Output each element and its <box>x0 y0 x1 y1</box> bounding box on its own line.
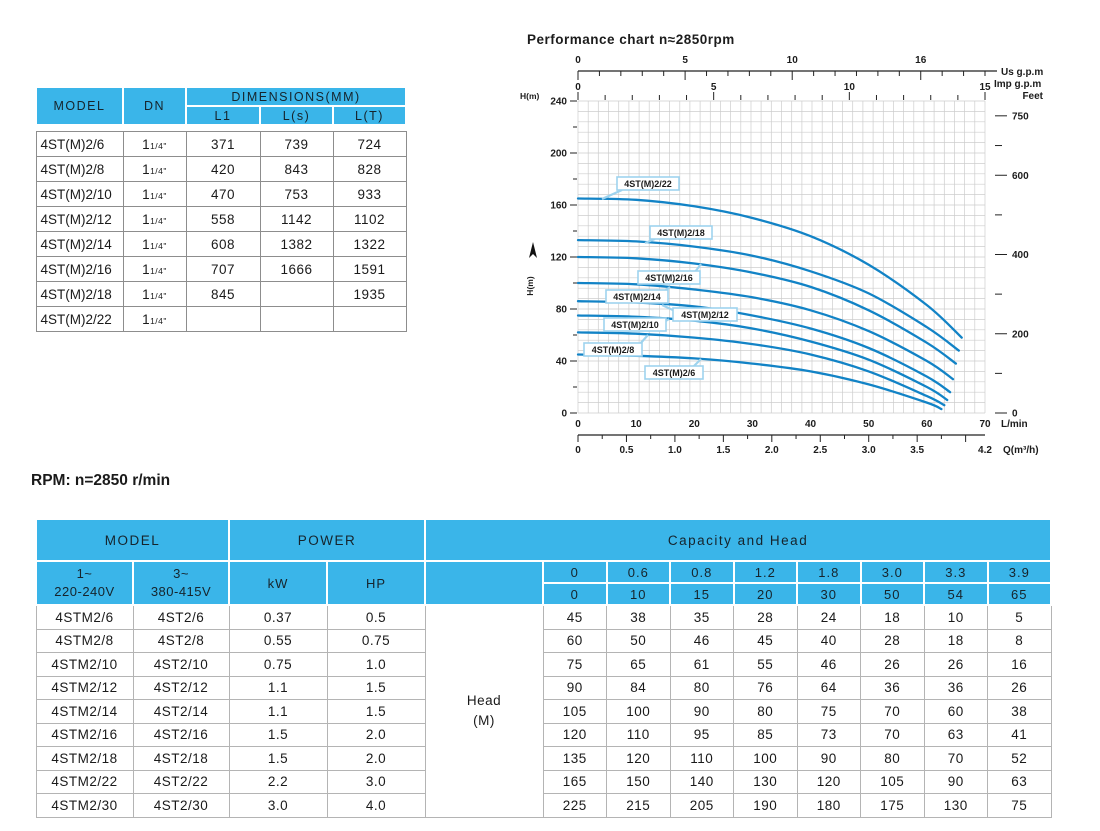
head-value-cell: 175 <box>861 794 925 818</box>
curve-label-text: 4ST(M)2/6 <box>652 368 696 378</box>
head-value-cell: 10 <box>924 605 988 629</box>
model-cell: 4ST(M)2/22 <box>36 307 123 332</box>
col-header-ls: L(s) <box>260 106 333 125</box>
spec-row <box>36 770 1051 794</box>
head-value-cell: 100 <box>607 700 671 724</box>
l1-cell <box>186 307 260 332</box>
capacity-m3h-cell: 3.0 <box>861 561 925 583</box>
us-gpm-tick-label: 16 <box>915 55 927 66</box>
dn-fraction: 1/4" <box>150 215 167 226</box>
head-value-cell: 65 <box>607 653 671 677</box>
dn-fraction: 1/4" <box>150 240 167 251</box>
head-value-cell: 205 <box>670 794 734 818</box>
spec-header-power: POWER <box>229 519 425 561</box>
l1-cell: 420 <box>186 157 260 182</box>
head-value-cell: 140 <box>670 770 734 794</box>
dn-cell: 11/4" <box>123 157 186 182</box>
head-value-cell: 120 <box>607 747 671 771</box>
spec-row <box>36 653 1051 677</box>
model-3ph-cell: 4ST2/12 <box>133 676 229 700</box>
h-m-tick-label: 80 <box>555 304 567 316</box>
lmin-tick-label: 50 <box>863 419 875 430</box>
l1-cell: 608 <box>186 232 260 257</box>
spec-header-kw: kW <box>229 561 327 605</box>
spec-row <box>36 794 1051 818</box>
lt-cell: 1591 <box>333 257 406 282</box>
spec-row <box>36 700 1051 724</box>
dimensions-table-header <box>36 87 406 125</box>
l1-cell: 470 <box>186 182 260 207</box>
q-tick-label: 0 <box>575 445 581 456</box>
h-m-arrow-icon <box>529 242 537 258</box>
head-value-cell: 85 <box>734 723 798 747</box>
head-value-cell: 90 <box>797 747 861 771</box>
head-value-cell: 75 <box>988 794 1052 818</box>
kw-cell: 0.75 <box>229 653 327 677</box>
capacity-lmin-cell: 54 <box>924 583 988 605</box>
voltage-1ph-line1: 1~ <box>76 566 93 582</box>
voltage-1ph-line2: 220-240V <box>54 584 115 599</box>
hp-cell: 1.5 <box>327 676 425 700</box>
curve-label-text: 4ST(M)2/14 <box>613 292 661 302</box>
l1-cell: 558 <box>186 207 260 232</box>
model-1ph-cell: 4STM2/30 <box>36 794 133 818</box>
head-value-cell: 95 <box>670 723 734 747</box>
spec-row <box>36 723 1051 747</box>
head-value-cell: 110 <box>607 723 671 747</box>
spec-header-blank <box>425 561 543 605</box>
col-header-dimensions: DIMENSIONS(MM) <box>186 87 406 106</box>
head-value-cell: 35 <box>670 605 734 629</box>
model-cell: 4ST(M)2/6 <box>36 132 123 157</box>
head-value-cell: 225 <box>543 794 607 818</box>
head-value-cell: 110 <box>670 747 734 771</box>
capacity-lmin-cell: 10 <box>607 583 671 605</box>
imp-gpm-tick-label: 10 <box>843 82 855 93</box>
dimensions-table <box>35 86 407 332</box>
capacity-lmin-cell: 15 <box>670 583 734 605</box>
head-value-cell: 150 <box>607 770 671 794</box>
model-1ph-cell: 4STM2/6 <box>36 605 133 629</box>
curve-label-text: 4ST(M)2/16 <box>645 273 693 283</box>
q-tick-label: 1.0 <box>667 445 682 456</box>
head-value-cell: 5 <box>988 605 1052 629</box>
model-cell: 4ST(M)2/18 <box>36 282 123 307</box>
head-value-cell: 130 <box>924 794 988 818</box>
lt-cell: 724 <box>333 132 406 157</box>
q-tick-label: 2.0 <box>764 445 779 456</box>
curve-label-text: 4ST(M)2/8 <box>591 345 635 355</box>
lmin-tick-label: 30 <box>746 419 758 430</box>
spec-header-hp: HP <box>327 561 425 605</box>
kw-cell: 3.0 <box>229 794 327 818</box>
capacity-lmin-cell: 30 <box>797 583 861 605</box>
head-value-cell: 105 <box>543 700 607 724</box>
head-value-cell: 105 <box>861 770 925 794</box>
dimensions-row <box>36 307 406 332</box>
model-1ph-cell: 4STM2/14 <box>36 700 133 724</box>
chart-title: Performance chart n≈2850rpm <box>527 32 735 47</box>
spec-row <box>36 605 1051 629</box>
lt-cell <box>333 307 406 332</box>
dn-cell: 11/4" <box>123 132 186 157</box>
ls-cell: 843 <box>260 157 333 182</box>
capacity-m3h-cell: 3.3 <box>924 561 988 583</box>
model-cell: 4ST(M)2/12 <box>36 207 123 232</box>
head-value-cell: 76 <box>734 676 798 700</box>
spec-table <box>35 518 1052 818</box>
imp-gpm-axis-label: Imp g.p.m <box>994 79 1042 90</box>
head-value-cell: 70 <box>861 700 925 724</box>
head-value-cell: 75 <box>543 653 607 677</box>
ls-cell: 1382 <box>260 232 333 257</box>
capacity-m3h-cell: 1.2 <box>734 561 798 583</box>
head-value-cell: 120 <box>797 770 861 794</box>
model-1ph-cell: 4STM2/8 <box>36 629 133 653</box>
head-value-cell: 75 <box>797 700 861 724</box>
head-value-cell: 8 <box>988 629 1052 653</box>
head-value-cell: 28 <box>734 605 798 629</box>
imp-gpm-tick-label: 15 <box>979 82 991 93</box>
spec-row <box>36 747 1051 771</box>
h-m-tick-label: 120 <box>550 252 567 264</box>
spec-table-header <box>36 519 1051 605</box>
head-value-cell: 18 <box>924 629 988 653</box>
head-value-cell: 80 <box>734 700 798 724</box>
head-value-cell: 45 <box>734 629 798 653</box>
head-value-cell: 16 <box>988 653 1052 677</box>
head-value-cell: 36 <box>861 676 925 700</box>
model-3ph-cell: 4ST2/14 <box>133 700 229 724</box>
head-value-cell: 41 <box>988 723 1052 747</box>
dimensions-row <box>36 157 406 182</box>
kw-cell: 2.2 <box>229 770 327 794</box>
curve-label-text: 4ST(M)2/18 <box>657 228 705 238</box>
head-value-cell: 63 <box>988 770 1052 794</box>
head-value-cell: 60 <box>543 629 607 653</box>
lt-cell: 933 <box>333 182 406 207</box>
h-m-tick-label: 40 <box>555 356 567 368</box>
head-value-cell: 38 <box>988 700 1052 724</box>
q-tick-label: 4.2 <box>978 445 992 456</box>
model-cell: 4ST(M)2/8 <box>36 157 123 182</box>
lt-cell: 1322 <box>333 232 406 257</box>
kw-cell: 0.37 <box>229 605 327 629</box>
feet-tick-label: 750 <box>1012 111 1029 123</box>
hp-cell: 4.0 <box>327 794 425 818</box>
model-cell: 4ST(M)2/14 <box>36 232 123 257</box>
head-value-cell: 24 <box>797 605 861 629</box>
hp-cell: 0.5 <box>327 605 425 629</box>
ls-cell <box>260 307 333 332</box>
h-m-tick-label: 200 <box>550 148 567 160</box>
dn-fraction: 1/4" <box>150 140 167 151</box>
head-value-cell: 90 <box>670 700 734 724</box>
hp-cell: 0.75 <box>327 629 425 653</box>
ls-cell: 753 <box>260 182 333 207</box>
h-m-rotated-label: H(m) <box>525 276 535 296</box>
col-header-l1: L1 <box>186 106 260 125</box>
head-value-cell: 70 <box>861 723 925 747</box>
curve-label-text: 4ST(M)2/10 <box>611 320 659 330</box>
dn-cell: 11/4" <box>123 207 186 232</box>
head-value-cell: 135 <box>543 747 607 771</box>
dimensions-row <box>36 232 406 257</box>
capacity-lmin-cell: 65 <box>988 583 1052 605</box>
hp-cell: 3.0 <box>327 770 425 794</box>
model-3ph-cell: 4ST2/8 <box>133 629 229 653</box>
capacity-lmin-cell: 50 <box>861 583 925 605</box>
head-value-cell: 46 <box>670 629 734 653</box>
head-value-cell: 120 <box>543 723 607 747</box>
us-gpm-tick-label: 10 <box>786 55 798 66</box>
head-value-cell: 26 <box>924 653 988 677</box>
head-value-cell: 38 <box>607 605 671 629</box>
dn-cell: 11/4" <box>123 257 186 282</box>
head-value-cell: 45 <box>543 605 607 629</box>
dimensions-row <box>36 207 406 232</box>
us-gpm-axis-label: Us g.p.m <box>1001 67 1044 78</box>
capacity-lmin-cell: 0 <box>543 583 607 605</box>
head-value-cell: 61 <box>670 653 734 677</box>
lmin-tick-label: 10 <box>630 419 642 430</box>
spec-row <box>36 676 1051 700</box>
model-1ph-cell: 4STM2/16 <box>36 723 133 747</box>
spec-row <box>36 629 1051 653</box>
head-value-cell: 63 <box>924 723 988 747</box>
model-1ph-cell: 4STM2/18 <box>36 747 133 771</box>
lmin-tick-label: 40 <box>805 419 817 430</box>
ls-cell <box>260 282 333 307</box>
head-value-cell: 60 <box>924 700 988 724</box>
lmin-tick-label: 60 <box>921 419 933 430</box>
head-value-cell: 28 <box>861 629 925 653</box>
dn-cell: 11/4" <box>123 232 186 257</box>
dn-cell: 11/4" <box>123 182 186 207</box>
voltage-3ph-line2: 380-415V <box>150 584 212 599</box>
q-tick-label: 3.0 <box>861 445 876 456</box>
q-axis-label: Q(m³/h) <box>1003 445 1039 456</box>
head-value-cell: 215 <box>607 794 671 818</box>
model-3ph-cell: 4ST2/18 <box>133 747 229 771</box>
head-value-cell: 36 <box>924 676 988 700</box>
head-value-cell: 73 <box>797 723 861 747</box>
head-value-cell: 190 <box>734 794 798 818</box>
model-3ph-cell: 4ST2/6 <box>133 605 229 629</box>
kw-cell: 1.5 <box>229 747 327 771</box>
ls-cell: 1142 <box>260 207 333 232</box>
dn-cell: 11/4" <box>123 282 186 307</box>
ls-cell: 1666 <box>260 257 333 282</box>
q-tick-label: 2.5 <box>813 445 828 456</box>
model-1ph-cell: 4STM2/12 <box>36 676 133 700</box>
lt-cell: 1102 <box>333 207 406 232</box>
capacity-m3h-cell: 0 <box>543 561 607 583</box>
feet-axis-label: Feet <box>1022 91 1043 102</box>
kw-cell: 0.55 <box>229 629 327 653</box>
head-value-cell: 90 <box>543 676 607 700</box>
spec-header-model: MODEL <box>36 519 229 561</box>
lmin-axis-label: L/min <box>1001 419 1028 430</box>
kw-cell: 1.1 <box>229 700 327 724</box>
spec-header-capacity: Capacity and Head <box>425 519 1051 561</box>
rpm-heading: RPM: n=2850 r/min <box>31 472 171 489</box>
dimensions-row <box>36 257 406 282</box>
model-3ph-cell: 4ST2/16 <box>133 723 229 747</box>
head-value-cell: 70 <box>924 747 988 771</box>
col-header-dn: DN <box>123 87 186 125</box>
q-tick-label: 0.5 <box>619 445 634 456</box>
capacity-m3h-cell: 0.8 <box>670 561 734 583</box>
l1-cell: 707 <box>186 257 260 282</box>
kw-cell: 1.1 <box>229 676 327 700</box>
head-value-cell: 165 <box>543 770 607 794</box>
us-gpm-tick-label: 5 <box>682 55 688 66</box>
spec-header-voltage-1ph <box>36 561 133 605</box>
head-value-cell: 50 <box>607 629 671 653</box>
lmin-tick-label: 70 <box>979 419 991 430</box>
capacity-m3h-cell: 1.8 <box>797 561 861 583</box>
feet-tick-label: 600 <box>1012 170 1029 182</box>
feet-tick-label: 200 <box>1012 329 1029 341</box>
spec-header-voltage-3ph <box>133 561 229 605</box>
imp-gpm-tick-label: 5 <box>710 82 717 93</box>
dn-cell: 11/4" <box>123 307 186 332</box>
head-m-merged-cell: Head (M) <box>425 605 543 817</box>
head-value-cell: 80 <box>670 676 734 700</box>
performance-chart <box>505 18 1100 478</box>
model-3ph-cell: 4ST2/30 <box>133 794 229 818</box>
hp-cell: 1.0 <box>327 653 425 677</box>
dn-fraction: 1/4" <box>150 315 167 326</box>
col-header-lt: L(T) <box>333 106 406 125</box>
head-value-cell: 80 <box>861 747 925 771</box>
l1-cell: 845 <box>186 282 260 307</box>
head-value-cell: 84 <box>607 676 671 700</box>
h-m-tick-label: 0 <box>561 408 567 420</box>
hp-cell: 1.5 <box>327 700 425 724</box>
head-value-cell: 55 <box>734 653 798 677</box>
lmin-tick-label: 0 <box>575 419 581 430</box>
head-value-cell: 46 <box>797 653 861 677</box>
dn-fraction: 1/4" <box>150 290 167 301</box>
model-3ph-cell: 4ST2/10 <box>133 653 229 677</box>
capacity-lmin-cell: 20 <box>734 583 798 605</box>
head-value-cell: 40 <box>797 629 861 653</box>
model-cell: 4ST(M)2/10 <box>36 182 123 207</box>
head-value-cell: 64 <box>797 676 861 700</box>
head-value-cell: 100 <box>734 747 798 771</box>
kw-cell: 1.5 <box>229 723 327 747</box>
model-1ph-cell: 4STM2/10 <box>36 653 133 677</box>
feet-tick-label: 0 <box>1012 408 1018 420</box>
model-1ph-cell: 4STM2/22 <box>36 770 133 794</box>
dn-fraction: 1/4" <box>150 265 167 276</box>
q-tick-label: 1.5 <box>716 445 731 456</box>
col-header-model: MODEL <box>36 87 123 125</box>
curve-label-text: 4ST(M)2/12 <box>681 310 729 320</box>
imp-gpm-tick-label: 0 <box>575 82 581 93</box>
hp-cell: 2.0 <box>327 723 425 747</box>
head-value-cell: 26 <box>861 653 925 677</box>
head-value-cell: 52 <box>988 747 1052 771</box>
model-cell: 4ST(M)2/16 <box>36 257 123 282</box>
lt-cell: 1935 <box>333 282 406 307</box>
head-value-cell: 90 <box>924 770 988 794</box>
head-value-cell: 130 <box>734 770 798 794</box>
us-gpm-tick-label: 0 <box>575 55 581 66</box>
model-3ph-cell: 4ST2/22 <box>133 770 229 794</box>
ls-cell: 739 <box>260 132 333 157</box>
dimensions-row <box>36 182 406 207</box>
dn-fraction: 1/4" <box>150 190 167 201</box>
feet-tick-label: 400 <box>1012 250 1029 262</box>
head-value-cell: 26 <box>988 676 1052 700</box>
h-m-tick-label: 160 <box>550 200 567 212</box>
voltage-3ph-line1: 3~ <box>173 566 189 582</box>
curve-label-text: 4ST(M)2/22 <box>624 179 672 189</box>
head-value-cell: 18 <box>861 605 925 629</box>
l1-cell: 371 <box>186 132 260 157</box>
dn-fraction: 1/4" <box>150 165 167 176</box>
capacity-m3h-cell: 3.9 <box>988 561 1052 583</box>
dimensions-row <box>36 132 406 157</box>
capacity-m3h-cell: 0.6 <box>607 561 671 583</box>
dimensions-row <box>36 282 406 307</box>
lmin-tick-label: 20 <box>688 419 700 430</box>
lt-cell: 828 <box>333 157 406 182</box>
h-m-tick-label: 240 <box>550 96 567 108</box>
q-tick-label: 3.5 <box>910 445 925 456</box>
head-value-cell: 180 <box>797 794 861 818</box>
h-m-axis-label: H(m) <box>520 91 540 101</box>
hp-cell: 2.0 <box>327 747 425 771</box>
